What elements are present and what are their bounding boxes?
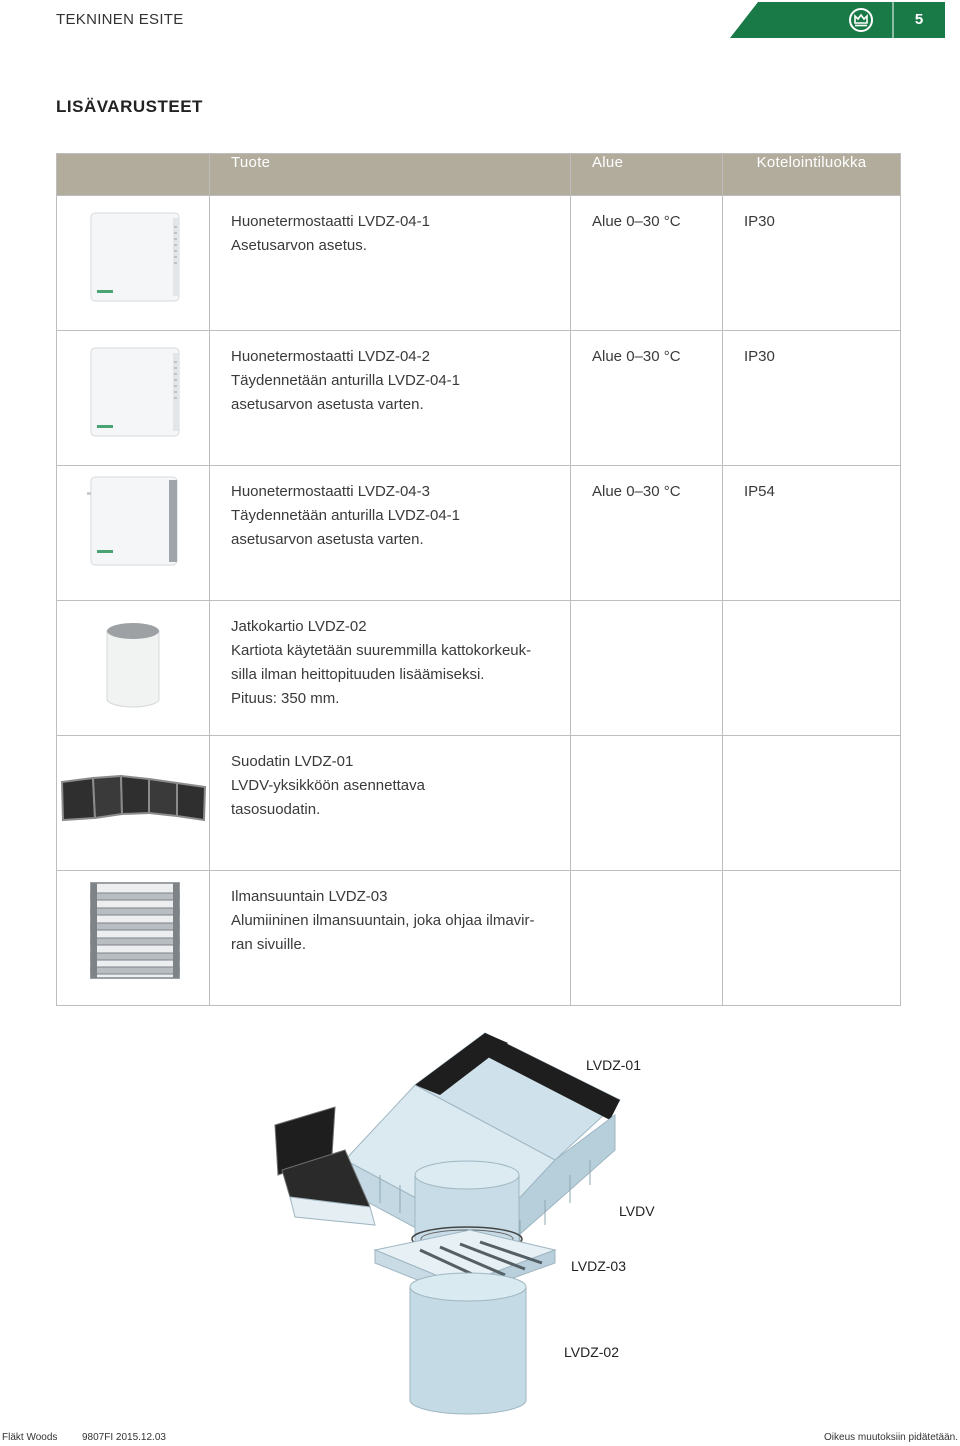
product-line: Täydennetään anturilla LVDZ-04-1 [231, 507, 461, 524]
enclosure-class-cell: IP54 [723, 466, 901, 601]
extension-tube-icon [57, 601, 209, 721]
assembly-diagram [270, 1025, 670, 1420]
product-line: Täydennetään anturilla LVDZ-04-1 [231, 372, 461, 389]
range-cell [571, 736, 723, 871]
product-line: asetusarvon asetusta varten. [231, 531, 424, 548]
header-range: Alue [571, 154, 723, 196]
range-cell [571, 871, 723, 1006]
enclosure-class-cell: IP30 [723, 331, 901, 466]
page-number: 5 [914, 11, 924, 28]
product-description [210, 736, 571, 871]
product-line: ran sivuille. [231, 936, 307, 953]
product-image-cell [57, 736, 210, 871]
document-type-label: TEKNINEN ESITE [56, 11, 184, 28]
product-line: tasosuodatin. [231, 801, 321, 818]
thermostat-icon [57, 331, 209, 451]
section-title: LISÄVARUSTEET [56, 97, 203, 116]
product-line: Huonetermostaatti LVDZ-04-1 [231, 213, 430, 230]
accessories-table [56, 153, 901, 1006]
product-image-cell [57, 871, 210, 1006]
product-line: Huonetermostaatti LVDZ-04-2 [231, 348, 430, 365]
range-cell: Alue 0–30 °C [571, 466, 723, 601]
product-image-cell [57, 466, 210, 601]
enclosure-class-cell [723, 871, 901, 1006]
footer-doc-code: 9807FI 2015.12.03 [82, 1432, 166, 1443]
product-image-cell [57, 196, 210, 331]
product-line: Pituus: 350 mm. [231, 690, 340, 707]
product-line: LVDV-yksikköön asennettava [231, 777, 425, 794]
thermostat-icon [57, 196, 209, 316]
range-cell [571, 601, 723, 736]
product-line: asetusarvon asetusta varten. [231, 396, 424, 413]
footer-note: Oikeus muutoksiin pidätetään. [824, 1432, 958, 1443]
product-image-cell [57, 601, 210, 736]
table-row [57, 466, 901, 601]
product-description [210, 466, 571, 601]
louver-icon [57, 871, 209, 991]
product-line: Kartiota käytetään suuremmilla kattokorkeuk- [231, 642, 532, 659]
footer-company: Fläkt Woods [2, 1432, 58, 1443]
product-description [210, 871, 571, 1006]
product-line: Alumiininen ilmansuuntain, joka ohjaa ilmavir- [231, 912, 535, 929]
label-lvdz-03: LVDZ-03 [571, 1258, 626, 1274]
product-line: Suodatin LVDZ-01 [231, 753, 354, 770]
table-row [57, 736, 901, 871]
product-line: silla ilman heittopituuden lisäämiseksi. [231, 666, 485, 683]
label-lvdz-02: LVDZ-02 [564, 1344, 619, 1360]
label-lvdv: LVDV [619, 1203, 655, 1219]
range-cell: Alue 0–30 °C [571, 331, 723, 466]
header-image-cell [57, 154, 210, 196]
product-description [210, 601, 571, 736]
product-line: Huonetermostaatti LVDZ-04-3 [231, 483, 430, 500]
table-row [57, 871, 901, 1006]
table-row [57, 601, 901, 736]
enclosure-class-cell: IP30 [723, 196, 901, 331]
product-image-cell [57, 331, 210, 466]
product-description [210, 196, 571, 331]
filter-panel-icon [57, 736, 209, 856]
product-line: Ilmansuuntain LVDZ-03 [231, 888, 388, 905]
exploded-unit-illustration [270, 1025, 670, 1420]
enclosure-class-cell [723, 601, 901, 736]
product-description [210, 331, 571, 466]
table-row [57, 196, 901, 331]
header-enclosure-class: Kotelointiluokka [723, 154, 901, 196]
table-row [57, 331, 901, 466]
product-line: Jatkokartio LVDZ-02 [231, 618, 367, 635]
product-line: Asetusarvon asetus. [231, 237, 367, 254]
crown-logo-icon [848, 7, 874, 33]
enclosure-class-cell [723, 736, 901, 871]
table-header-row [57, 154, 901, 196]
header-product: Tuote [210, 154, 571, 196]
label-lvdz-01: LVDZ-01 [586, 1057, 641, 1073]
thermostat-ip54-icon [57, 466, 209, 586]
range-cell: Alue 0–30 °C [571, 196, 723, 331]
